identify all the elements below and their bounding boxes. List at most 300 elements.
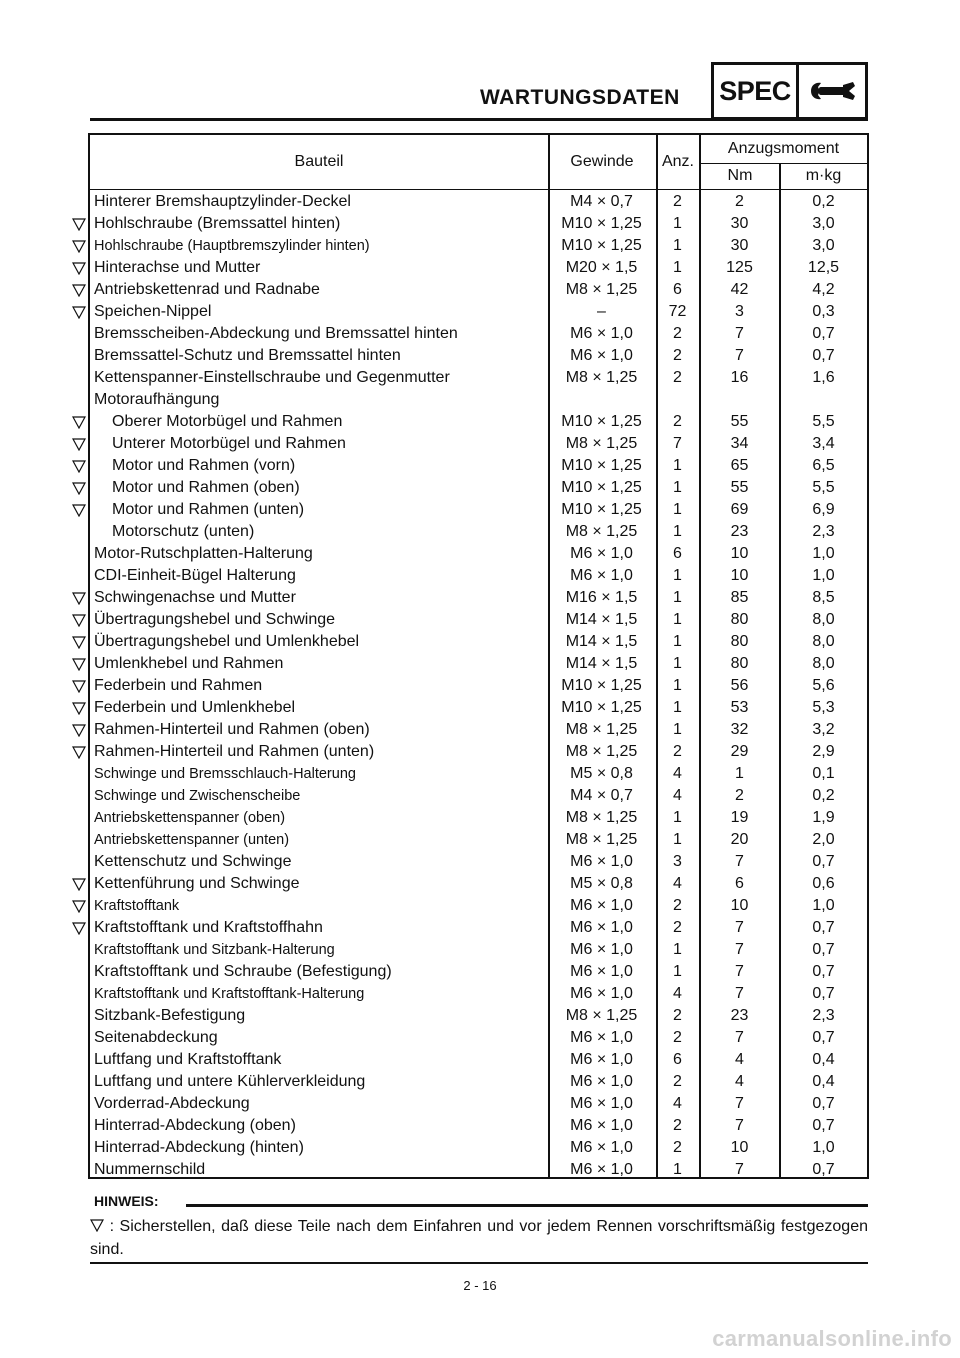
note-body: : Sicherstellen, daß diese Teile nach dem Einfahren und vor jedem Rennen vorschriftsmäßig festgezogen sind. — [90, 1218, 869, 1258]
cell-part: Übertragungshebel und Schwinge — [94, 611, 336, 628]
cell-part: Federbein und Umlenkhebel — [94, 699, 296, 716]
cell-thread: M6 × 1,0 — [570, 963, 633, 980]
cell-thread: M14 × 1,5 — [565, 633, 638, 650]
header-qty: Anz. — [661, 153, 694, 170]
header-part: Bauteil — [294, 153, 344, 170]
cell-thread: M8 × 1,25 — [565, 1007, 638, 1024]
cell-part: Motoraufhängung — [94, 391, 220, 408]
cell-mkg: 0,7 — [812, 1117, 835, 1134]
table-row — [90, 191, 867, 213]
cell-nm: 80 — [730, 655, 749, 672]
table-row — [90, 785, 867, 807]
cell-part: Nummernschild — [94, 1161, 206, 1178]
cell-part: Motorschutz (unten) — [112, 523, 255, 540]
cell-part: Hinterrad-Abdeckung (hinten) — [94, 1139, 304, 1156]
cell-mkg: 2,9 — [812, 743, 835, 760]
cell-qty: 1 — [673, 655, 682, 672]
cell-thread: M6 × 1,0 — [570, 941, 633, 958]
note-title: HINWEIS: — [94, 1193, 159, 1209]
cell-thread: M6 × 1,0 — [570, 919, 633, 936]
cell-nm: 7 — [735, 347, 744, 364]
cell-nm: 55 — [730, 413, 749, 430]
triangle-outline-icon — [70, 675, 88, 697]
cell-mkg: 0,7 — [812, 985, 835, 1002]
cell-thread: M14 × 1,5 — [565, 611, 638, 628]
cell-thread: M4 × 0,7 — [570, 193, 633, 210]
cell-qty: 1 — [673, 611, 682, 628]
cell-nm: 7 — [735, 919, 744, 936]
table-row — [90, 301, 867, 323]
cell-mkg: 0,7 — [812, 919, 835, 936]
cell-qty: 7 — [673, 435, 682, 452]
cell-thread: M6 × 1,0 — [570, 1117, 633, 1134]
header-rule — [90, 118, 868, 121]
cell-thread: M6 × 1,0 — [570, 347, 633, 364]
cell-mkg: 0,7 — [812, 853, 835, 870]
cell-nm: 7 — [735, 1161, 744, 1178]
table-row — [90, 235, 867, 257]
cell-part: Antriebskettenspanner (unten) — [94, 832, 290, 848]
cell-part: Kraftstofftank — [94, 898, 180, 914]
cell-qty: 1 — [673, 963, 682, 980]
table-row — [90, 587, 867, 609]
table-row — [90, 565, 867, 587]
cell-mkg: 0,6 — [812, 875, 835, 892]
cell-mkg: 12,5 — [807, 259, 840, 276]
cell-qty: 72 — [668, 303, 687, 320]
cell-nm: 125 — [726, 259, 753, 276]
cell-qty: 1 — [673, 479, 682, 496]
cell-thread: M8 × 1,25 — [565, 435, 638, 452]
cell-thread: M8 × 1,25 — [565, 743, 638, 760]
cell-mkg: 8,0 — [812, 633, 835, 650]
table-row — [90, 653, 867, 675]
cell-mkg: 8,0 — [812, 611, 835, 628]
cell-mkg: 1,9 — [812, 809, 835, 826]
cell-mkg: 1,0 — [812, 545, 835, 562]
cell-thread: M6 × 1,0 — [570, 325, 633, 342]
cell-qty: 1 — [673, 237, 682, 254]
cell-part: Luftfang und untere Kühlerverkleidung — [94, 1073, 366, 1090]
cell-thread: M10 × 1,25 — [561, 479, 642, 496]
cell-mkg: 0,3 — [812, 303, 835, 320]
cell-qty: 2 — [673, 347, 682, 364]
cell-mkg: 5,3 — [812, 699, 835, 716]
cell-qty — [656, 389, 699, 411]
cell-nm: 2 — [735, 193, 744, 210]
cell-qty: 1 — [673, 259, 682, 276]
cell-nm: 4 — [735, 1073, 744, 1090]
cell-part: Kettenführung und Schwinge — [94, 875, 300, 892]
cell-qty: 2 — [673, 193, 682, 210]
cell-thread: M8 × 1,25 — [565, 369, 638, 386]
cell-nm: 30 — [730, 215, 749, 232]
cell-mkg: 1,0 — [812, 1139, 835, 1156]
table-row — [90, 983, 867, 1005]
triangle-outline-icon — [70, 609, 88, 631]
cell-thread: M10 × 1,25 — [561, 237, 642, 254]
triangle-outline-icon — [70, 719, 88, 741]
cell-thread: M6 × 1,0 — [570, 1029, 633, 1046]
cell-part: Kraftstofftank und Sitzbank-Halterung — [94, 942, 335, 958]
wrench-icon — [799, 65, 865, 117]
cell-nm: 29 — [730, 743, 749, 760]
cell-mkg: 0,2 — [812, 193, 835, 210]
cell-mkg: 0,7 — [812, 1029, 835, 1046]
cell-thread: M6 × 1,0 — [570, 1161, 633, 1178]
cell-nm: 34 — [730, 435, 749, 452]
cell-qty: 2 — [673, 1139, 682, 1156]
triangle-outline-icon — [70, 301, 88, 323]
triangle-outline-icon — [70, 873, 88, 895]
cell-qty: 4 — [673, 1095, 682, 1112]
triangle-outline-icon — [70, 235, 88, 257]
cell-nm: 2 — [735, 787, 744, 804]
cell-part: Speichen-Nippel — [94, 303, 212, 320]
cell-qty: 1 — [673, 633, 682, 650]
cell-thread: M14 × 1,5 — [565, 655, 638, 672]
cell-qty: 1 — [673, 831, 682, 848]
cell-nm: 23 — [730, 1007, 749, 1024]
cell-nm: 7 — [735, 1095, 744, 1112]
cell-mkg: 6,5 — [812, 457, 835, 474]
table-row — [90, 895, 867, 917]
cell-qty: 2 — [673, 413, 682, 430]
cell-qty: 6 — [673, 281, 682, 298]
cell-mkg: 0,7 — [812, 1161, 835, 1178]
triangle-outline-icon — [70, 411, 88, 433]
cell-part: Schwingenachse und Mutter — [94, 589, 296, 606]
cell-mkg: 0,7 — [812, 941, 835, 958]
triangle-outline-icon — [70, 697, 88, 719]
cell-mkg: 8,0 — [812, 655, 835, 672]
cell-part: Hohlschraube (Bremssattel hinten) — [94, 215, 341, 232]
table-row — [90, 323, 867, 345]
cell-part: Kraftstofftank und Schraube (Befestigung) — [94, 963, 392, 980]
cell-nm — [700, 389, 779, 411]
spec-badge — [711, 62, 868, 120]
cell-part: Hinterer Bremshauptzylinder-Deckel — [94, 193, 351, 210]
cell-mkg: 0,4 — [812, 1051, 835, 1068]
cell-qty: 4 — [673, 787, 682, 804]
cell-thread: M8 × 1,25 — [565, 281, 638, 298]
cell-mkg: 5,5 — [812, 479, 835, 496]
cell-qty: 6 — [673, 1051, 682, 1068]
triangle-outline-icon — [70, 499, 88, 521]
cell-thread: M8 × 1,25 — [565, 721, 638, 738]
cell-qty: 1 — [673, 809, 682, 826]
triangle-outline-icon — [70, 653, 88, 675]
cell-mkg: 6,9 — [812, 501, 835, 518]
cell-mkg — [780, 389, 867, 411]
cell-thread: M6 × 1,0 — [570, 897, 633, 914]
cell-part: Federbein und Rahmen — [94, 677, 263, 694]
table-row — [90, 741, 867, 763]
cell-part: Unterer Motorbügel und Rahmen — [112, 435, 346, 452]
cell-nm: 16 — [730, 369, 749, 386]
cell-nm: 30 — [730, 237, 749, 254]
table-row — [90, 345, 867, 367]
cell-mkg: 0,2 — [812, 787, 835, 804]
triangle-outline-icon — [90, 1218, 110, 1235]
cell-mkg: 2,0 — [812, 831, 835, 848]
cell-nm: 80 — [730, 633, 749, 650]
cell-part: Motor und Rahmen (unten) — [112, 501, 305, 518]
cell-qty: 1 — [673, 501, 682, 518]
cell-thread: M10 × 1,25 — [561, 501, 642, 518]
cell-thread: M6 × 1,0 — [570, 1073, 633, 1090]
cell-part: Schwinge und Bremsschlauch-Halterung — [94, 766, 356, 782]
cell-thread: M4 × 0,7 — [570, 787, 633, 804]
table-row — [90, 675, 867, 697]
table-row — [90, 279, 867, 301]
cell-qty: 1 — [673, 699, 682, 716]
cell-part: Antriebskettenrad und Radnabe — [94, 281, 320, 298]
triangle-outline-icon — [70, 587, 88, 609]
cell-thread: M6 × 1,0 — [570, 985, 633, 1002]
cell-mkg: 3,4 — [812, 435, 835, 452]
cell-mkg: 0,1 — [812, 765, 835, 782]
table-row — [90, 1027, 867, 1049]
table-row — [90, 873, 867, 895]
triangle-outline-icon — [70, 257, 88, 279]
cell-nm: 19 — [730, 809, 749, 826]
cell-mkg: 2,3 — [812, 523, 835, 540]
table-row — [90, 829, 867, 851]
cell-nm: 85 — [730, 589, 749, 606]
table-header — [90, 135, 867, 190]
cell-part: Kraftstofftank und Kraftstofftank-Halterung — [94, 986, 365, 1002]
cell-part: Vorderrad-Abdeckung — [94, 1095, 250, 1112]
cell-part: Umlenkhebel und Rahmen — [94, 655, 284, 672]
cell-thread: M10 × 1,25 — [561, 215, 642, 232]
cell-qty: 2 — [673, 919, 682, 936]
cell-mkg: 5,6 — [812, 677, 835, 694]
cell-thread: M6 × 1,0 — [570, 1051, 633, 1068]
cell-mkg: 1,6 — [812, 369, 835, 386]
cell-mkg: 2,3 — [812, 1007, 835, 1024]
triangle-outline-icon — [70, 279, 88, 301]
cell-part: Kettenspanner-Einstellschraube und Gegenmutter — [94, 369, 450, 386]
cell-nm: 7 — [735, 853, 744, 870]
cell-thread: M8 × 1,25 — [565, 831, 638, 848]
cell-thread: M16 × 1,5 — [565, 589, 638, 606]
cell-qty: 1 — [673, 721, 682, 738]
cell-thread: M6 × 1,0 — [570, 545, 633, 562]
cell-mkg: 0,7 — [812, 963, 835, 980]
cell-nm: 80 — [730, 611, 749, 628]
cell-qty: 4 — [673, 875, 682, 892]
cell-nm: 10 — [730, 567, 749, 584]
cell-qty: 2 — [673, 1073, 682, 1090]
table-row — [90, 521, 867, 543]
cell-thread: M10 × 1,25 — [561, 457, 642, 474]
cell-part: Hinterachse und Mutter — [94, 259, 261, 276]
cell-thread: M5 × 0,8 — [570, 875, 633, 892]
page-title: WARTUNGSDATEN — [480, 86, 680, 109]
cell-part: Bremssattel-Schutz und Bremssattel hinten — [94, 347, 401, 364]
triangle-outline-icon — [70, 213, 88, 235]
cell-nm: 7 — [735, 325, 744, 342]
table-row — [90, 477, 867, 499]
cell-nm: 3 — [735, 303, 744, 320]
cell-qty: 1 — [673, 523, 682, 540]
cell-nm: 42 — [730, 281, 749, 298]
cell-part: Motor-Rutschplatten-Halterung — [94, 545, 313, 562]
triangle-outline-icon — [70, 433, 88, 455]
cell-nm: 65 — [730, 457, 749, 474]
cell-part: Motor und Rahmen (vorn) — [112, 457, 296, 474]
cell-part: Sitzbank-Befestigung — [94, 1007, 246, 1024]
cell-part: Hohlschraube (Hauptbremszylinder hinten) — [94, 238, 370, 254]
cell-part: Motor und Rahmen (oben) — [112, 479, 300, 496]
cell-qty: 1 — [673, 567, 682, 584]
cell-nm: 69 — [730, 501, 749, 518]
cell-nm: 7 — [735, 1117, 744, 1134]
cell-qty: 4 — [673, 765, 682, 782]
cell-qty: 4 — [673, 985, 682, 1002]
cell-qty: 1 — [673, 941, 682, 958]
cell-qty: 1 — [673, 589, 682, 606]
table-row — [90, 763, 867, 785]
cell-nm: 10 — [730, 1139, 749, 1156]
table-row — [90, 367, 867, 389]
table-row — [90, 499, 867, 521]
cell-part: Rahmen-Hinterteil und Rahmen (oben) — [94, 721, 370, 738]
triangle-outline-icon — [70, 917, 88, 939]
cell-thread: M6 × 1,0 — [570, 567, 633, 584]
cell-mkg: 3,0 — [812, 215, 835, 232]
table-row — [90, 455, 867, 477]
torque-table — [88, 133, 869, 1179]
table-row — [90, 939, 867, 961]
cell-qty: 1 — [673, 677, 682, 694]
header-mkg: m·kg — [805, 167, 842, 184]
cell-nm: 32 — [730, 721, 749, 738]
table-row — [90, 213, 867, 235]
cell-part: CDI-Einheit-Bügel Halterung — [94, 567, 296, 584]
cell-mkg: 0,7 — [812, 1095, 835, 1112]
cell-thread: – — [597, 303, 606, 320]
cell-thread: M10 × 1,25 — [561, 699, 642, 716]
table-row — [90, 433, 867, 455]
header-torque: Anzugsmoment — [700, 135, 867, 164]
table-row — [90, 697, 867, 719]
cell-mkg: 0,7 — [812, 347, 835, 364]
cell-part: Kraftstofftank und Kraftstoffhahn — [94, 919, 323, 936]
cell-part: Rahmen-Hinterteil und Rahmen (unten) — [94, 743, 375, 760]
cell-thread: M6 × 1,0 — [570, 1095, 633, 1112]
cell-thread — [548, 389, 655, 411]
note-bottom-rule — [90, 1262, 868, 1264]
cell-mkg: 1,0 — [812, 897, 835, 914]
cell-nm: 10 — [730, 897, 749, 914]
cell-nm: 6 — [735, 875, 744, 892]
cell-part: Schwinge und Zwischenscheibe — [94, 788, 301, 804]
cell-qty: 1 — [673, 1161, 682, 1178]
cell-thread: M10 × 1,25 — [561, 677, 642, 694]
table-row — [90, 609, 867, 631]
table-body — [90, 191, 867, 1181]
cell-qty: 3 — [673, 853, 682, 870]
cell-qty: 2 — [673, 897, 682, 914]
table-row — [90, 1005, 867, 1027]
triangle-outline-icon — [70, 477, 88, 499]
cell-part: Antriebskettenspanner (oben) — [94, 810, 286, 826]
triangle-outline-icon — [70, 631, 88, 653]
table-row — [90, 961, 867, 983]
table-row — [90, 1115, 867, 1137]
table-row — [90, 1137, 867, 1159]
cell-thread: M20 × 1,5 — [565, 259, 638, 276]
table-row — [90, 917, 867, 939]
triangle-outline-icon — [70, 895, 88, 917]
cell-thread: M8 × 1,25 — [565, 809, 638, 826]
cell-qty: 2 — [673, 369, 682, 386]
table-row — [90, 1093, 867, 1115]
table-row — [90, 807, 867, 829]
triangle-outline-icon — [70, 455, 88, 477]
cell-part: Seitenabdeckung — [94, 1029, 218, 1046]
cell-mkg: 3,2 — [812, 721, 835, 738]
page-number: 2 - 16 — [463, 1278, 497, 1293]
cell-part: Oberer Motorbügel und Rahmen — [112, 413, 343, 430]
cell-nm: 7 — [735, 985, 744, 1002]
cell-nm: 10 — [730, 545, 749, 562]
cell-thread: M6 × 1,0 — [570, 853, 633, 870]
cell-mkg: 1,0 — [812, 567, 835, 584]
cell-mkg: 8,5 — [812, 589, 835, 606]
cell-mkg: 0,4 — [812, 1073, 835, 1090]
cell-nm: 7 — [735, 941, 744, 958]
cell-nm: 1 — [735, 765, 744, 782]
spec-label: SPEC — [714, 65, 799, 117]
table-row — [90, 411, 867, 433]
cell-nm: 23 — [730, 523, 749, 540]
cell-nm: 7 — [735, 963, 744, 980]
cell-qty: 2 — [673, 1029, 682, 1046]
cell-nm: 7 — [735, 1029, 744, 1046]
note-rule — [186, 1204, 868, 1207]
cell-thread: M5 × 0,8 — [570, 765, 633, 782]
cell-thread: M6 × 1,0 — [570, 1139, 633, 1156]
cell-nm: 4 — [735, 1051, 744, 1068]
table-row — [90, 257, 867, 279]
cell-thread: M10 × 1,25 — [561, 413, 642, 430]
cell-qty: 2 — [673, 325, 682, 342]
cell-nm: 20 — [730, 831, 749, 848]
cell-part: Luftfang und Kraftstofftank — [94, 1051, 282, 1068]
header-torque-group — [700, 135, 867, 189]
table-row — [90, 719, 867, 741]
cell-qty: 2 — [673, 1007, 682, 1024]
cell-qty: 1 — [673, 457, 682, 474]
table-row — [90, 1071, 867, 1093]
cell-nm: 53 — [730, 699, 749, 716]
cell-part: Übertragungshebel und Umlenkhebel — [94, 633, 360, 650]
header-thread: Gewinde — [570, 153, 634, 170]
table-row — [90, 851, 867, 873]
cell-mkg: 0,7 — [812, 325, 835, 342]
cell-qty: 2 — [673, 1117, 682, 1134]
triangle-outline-icon — [70, 741, 88, 763]
cell-mkg: 3,0 — [812, 237, 835, 254]
table-row — [90, 631, 867, 653]
cell-mkg: 4,2 — [812, 281, 835, 298]
cell-qty: 1 — [673, 215, 682, 232]
cell-part: Kettenschutz und Schwinge — [94, 853, 292, 870]
cell-qty: 2 — [673, 743, 682, 760]
